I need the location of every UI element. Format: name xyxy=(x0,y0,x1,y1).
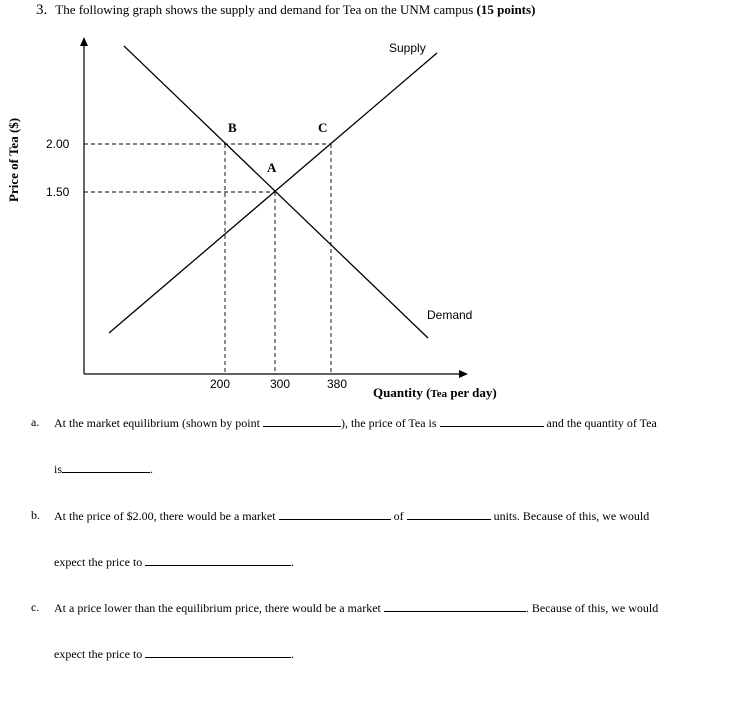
part-b-units-blank[interactable] xyxy=(407,508,491,520)
part-a-price-blank[interactable] xyxy=(440,415,544,427)
part-c-line2 xyxy=(54,646,294,662)
question-number: 3. xyxy=(36,2,48,18)
y-tick-2-00: 2.00 xyxy=(46,137,70,151)
part-c-text4: . xyxy=(291,647,295,661)
part-b-text1: At the price of $2.00, there would be a market xyxy=(54,509,276,523)
x-axis-label xyxy=(373,385,497,400)
part-c-text3: expect the price to xyxy=(54,647,143,661)
part-c-expect-blank[interactable] xyxy=(145,646,291,658)
part-a-letter: a. xyxy=(31,415,40,429)
part-a-text4: is xyxy=(54,462,63,476)
part-b-expect-blank[interactable] xyxy=(145,554,291,566)
x-tick-200: 200 xyxy=(210,377,231,391)
part-c-text2: . Because of this, we would xyxy=(525,601,659,615)
part-b-line1 xyxy=(54,508,649,524)
part-b-letter: b. xyxy=(31,508,40,522)
part-a-quantity-blank[interactable] xyxy=(62,461,150,473)
point-b-label: B xyxy=(228,120,237,135)
part-c-letter: c. xyxy=(31,600,40,614)
part-a-text2: ), the price of Tea is xyxy=(340,416,437,430)
demand-label: Demand xyxy=(427,308,473,322)
x-axis-label-end: per day) xyxy=(447,385,497,400)
part-a-line2 xyxy=(54,461,153,477)
y-axis-arrow xyxy=(80,37,88,46)
part-c-text1: At a price lower than the equilibrium price, there would be a market xyxy=(54,601,381,615)
part-a-text1: At the market equilibrium (shown by point xyxy=(54,416,260,430)
part-b-text5: . xyxy=(291,555,295,569)
x-axis-label-main: Quantity ( xyxy=(373,385,431,400)
x-tick-380: 380 xyxy=(327,377,348,391)
part-c-line1 xyxy=(54,600,658,616)
y-axis-label: Price of Tea ($) xyxy=(6,117,21,202)
part-b-text3: units. Because of this, we would xyxy=(493,509,650,523)
part-b-text2: of xyxy=(393,509,404,523)
part-a-point-blank[interactable] xyxy=(263,415,341,427)
part-a-text3: and the quantity of Tea xyxy=(546,416,657,430)
part-b-text4: expect the price to xyxy=(54,555,143,569)
question-points: (15 points) xyxy=(476,2,536,17)
supply-curve xyxy=(109,53,437,333)
part-b-line2 xyxy=(54,554,294,570)
part-a-line1 xyxy=(54,415,657,431)
part-c-market-blank[interactable] xyxy=(384,600,526,612)
x-axis-arrow xyxy=(459,370,468,378)
y-tick-1-50: 1.50 xyxy=(46,185,70,199)
question-text: The following graph shows the supply and demand for Tea on the UNM campus xyxy=(55,2,474,17)
x-axis-label-small: Tea xyxy=(430,388,448,400)
point-c-label: C xyxy=(318,120,328,135)
part-a-text5: . xyxy=(150,462,154,476)
part-b-market-blank[interactable] xyxy=(279,508,391,520)
point-a-label: A xyxy=(267,160,277,175)
supply-label: Supply xyxy=(389,41,426,55)
x-tick-300: 300 xyxy=(270,377,291,391)
